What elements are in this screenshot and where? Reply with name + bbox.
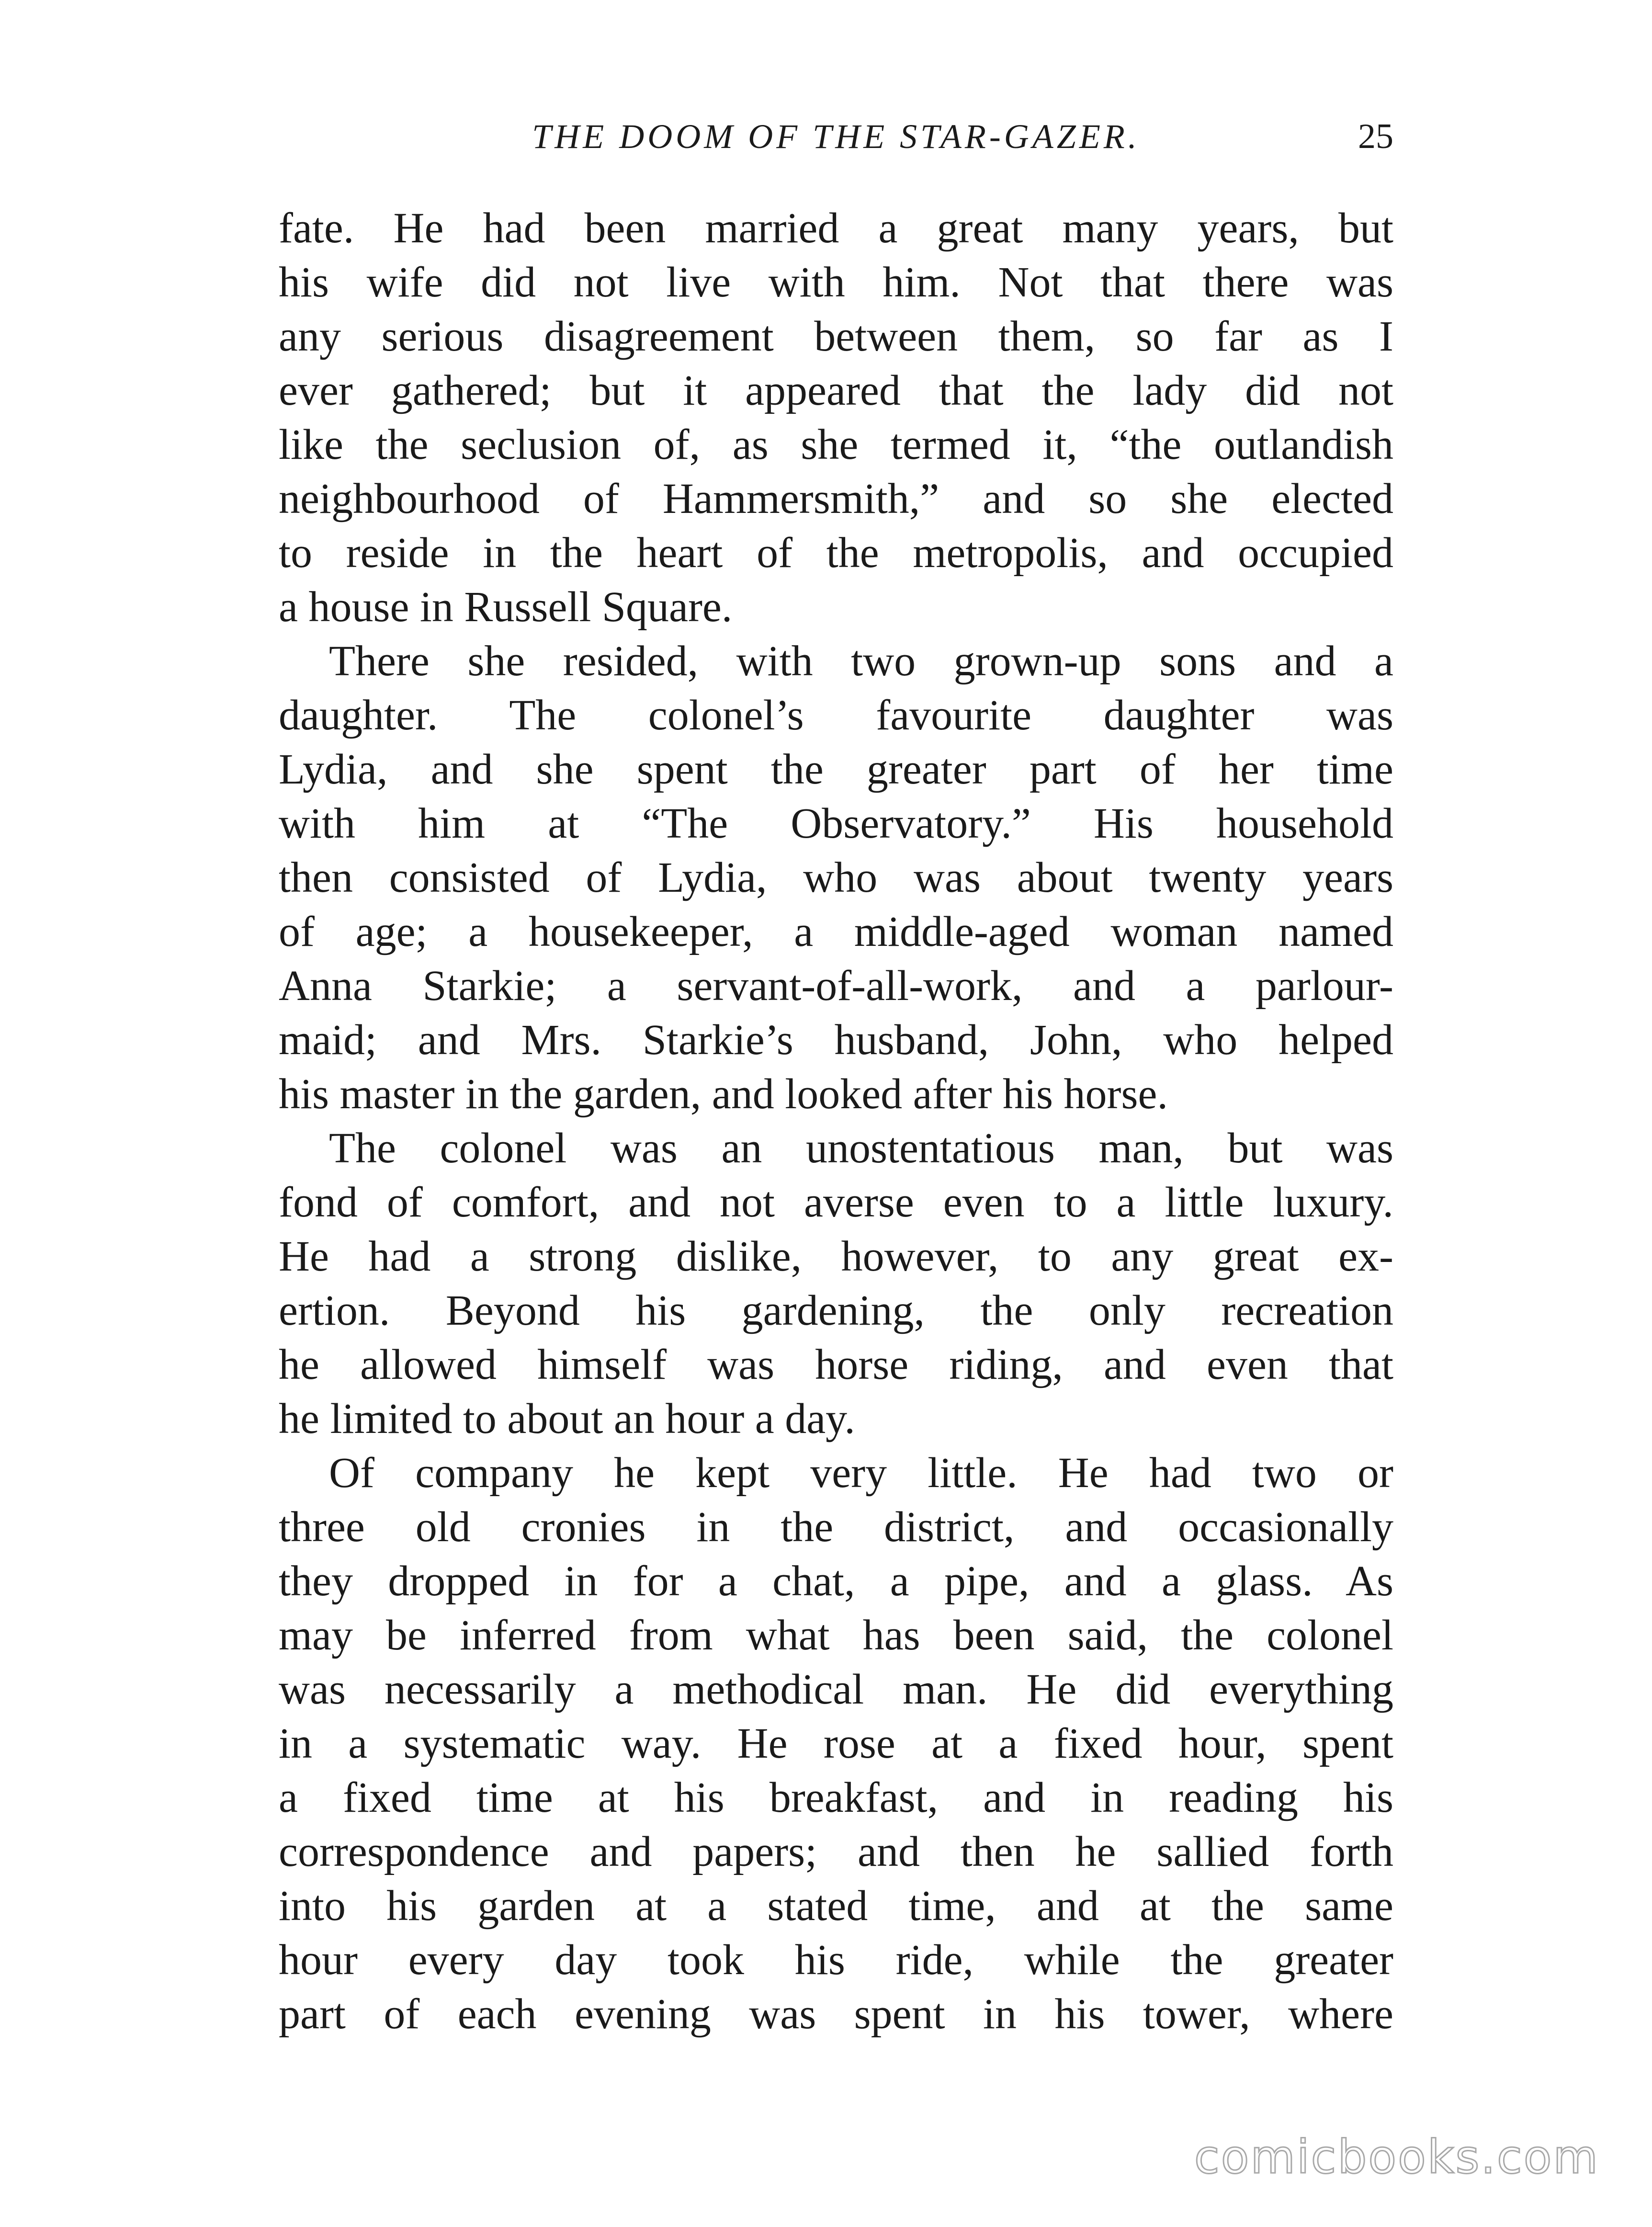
body-text <box>279 201 1393 2041</box>
paragraph <box>279 201 1393 634</box>
text-line: neighbourhood of Hammersmith,” and so she elected <box>279 475 1393 523</box>
text-line: ever gathered; but it appeared that the lady did not <box>279 367 1393 414</box>
text-line: into his garden at a stated time, and at the same <box>279 1882 1393 1930</box>
text-line: fate. He had been married a great many years, but <box>279 205 1393 252</box>
text-line: ertion. Beyond his gardening, the only recreation <box>279 1287 1393 1334</box>
text-line: they dropped in for a chat, a pipe, and a glass. As <box>279 1557 1393 1605</box>
text-line: Lydia, and she spent the greater part of her time <box>279 746 1393 793</box>
text-line: he allowed himself was horse riding, and even that <box>279 1341 1393 1388</box>
text-line: with him at “The Observatory.” His household <box>279 800 1393 847</box>
text-line: in a systematic way. He rose at a fixed hour, spent <box>279 1720 1393 1767</box>
paragraph <box>279 1121 1393 1446</box>
text-line: then consisted of Lydia, who was about twenty years <box>279 854 1393 901</box>
text-line: he limited to about an hour a day. <box>279 1395 855 1443</box>
text-line: like the seclusion of, as she termed it, “the outlandish <box>279 421 1393 468</box>
text-line: He had a strong dislike, however, to any great ex- <box>279 1233 1393 1280</box>
text-line: The colonel was an unostentatious man, but was <box>329 1125 1393 1172</box>
text-line: his wife did not live with him. Not that there was <box>279 259 1393 306</box>
text-line: a house in Russell Square. <box>279 583 733 631</box>
text-line: correspondence and papers; and then he sallied forth <box>279 1828 1393 1875</box>
text-line: part of each evening was spent in his tower, where <box>279 1990 1393 2038</box>
text-line: Of company he kept very little. He had two or <box>329 1449 1393 1497</box>
text-line: fond of comfort, and not averse even to a little luxury. <box>279 1179 1393 1226</box>
running-title: THE DOOM OF THE STAR-GAZER. <box>532 117 1140 156</box>
text-line: was necessarily a methodical man. He did everything <box>279 1666 1393 1713</box>
text-line: a fixed time at his breakfast, and in reading his <box>279 1774 1393 1821</box>
page-number: 25 <box>1358 117 1393 156</box>
text-line: his master in the garden, and looked after his horse. <box>279 1070 1168 1118</box>
text-line: of age; a housekeeper, a middle-aged woman named <box>279 908 1393 955</box>
text-line: hour every day took his ride, while the greater <box>279 1936 1393 1984</box>
watermark-logo: comicbooks.com <box>1194 2130 1599 2184</box>
running-head <box>279 110 1393 163</box>
text-line: to reside in the heart of the metropolis, and occupied <box>279 529 1393 577</box>
text-line: daughter. The colonel’s favourite daughter was <box>279 692 1393 739</box>
paragraph <box>279 634 1393 1121</box>
text-line: may be inferred from what has been said, the colonel <box>279 1612 1393 1659</box>
text-line: Anna Starkie; a servant-of-all-work, and a parlour- <box>279 962 1393 1010</box>
text-line: maid; and Mrs. Starkie’s husband, John, who helped <box>279 1016 1393 1064</box>
text-line: any serious disagreement between them, so far as I <box>279 313 1393 360</box>
text-line: There she resided, with two grown-up sons and a <box>329 637 1393 685</box>
paragraph <box>279 1446 1393 2041</box>
text-line: three old cronies in the district, and occasionally <box>279 1503 1393 1551</box>
